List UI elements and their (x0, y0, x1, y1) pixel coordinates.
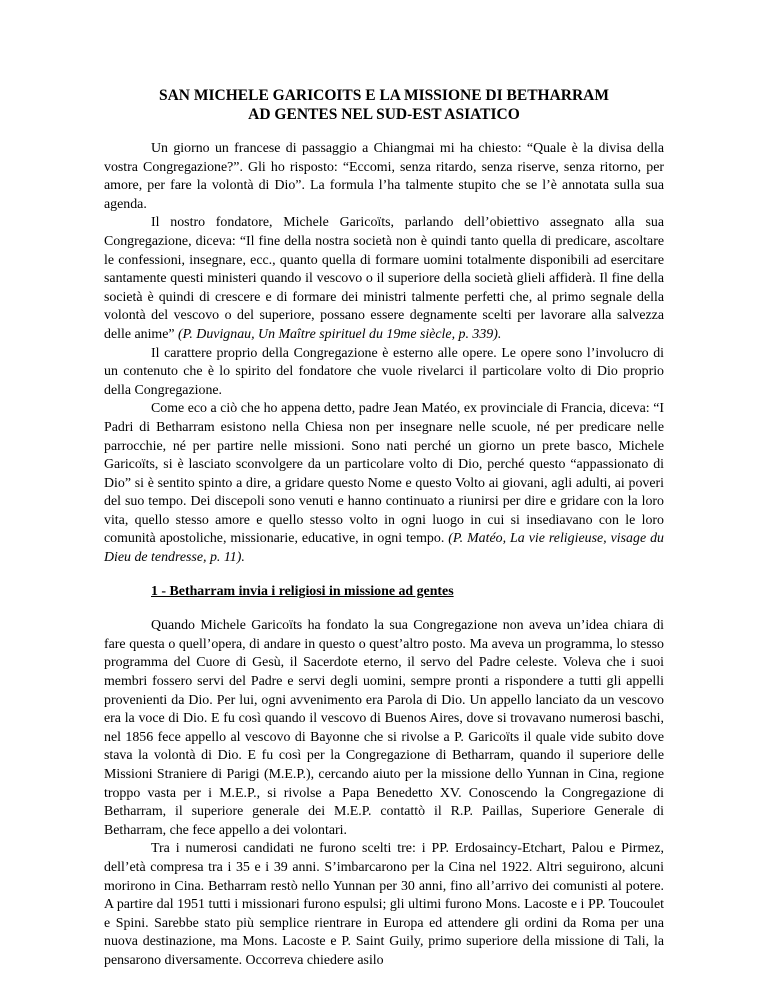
citation: (P. Matéo, La vie religieuse, visage du Dieu de tendresse, p. 11). (104, 531, 664, 566)
paragraph-text: Come eco a ciò che ho appena detto, padre Jean Matéo, ex provinciale di Francia, diceva: “I Padri di Betharram esistono nella Chiesa non per insegnare nelle scuole, né per predicare nelle parrocchie, né per partire nelle missioni. Sono nati perché un giorno un prete basco, Michele Garicoïts, si è lasciato sconvolgere da un particolare volto di Dio, perché questo “appassionato di Dio” si è sentito spinto a dire, a gridare questo Nome e questo Volto ai giovani, agli adulti, ai poveri del suo tempo. Dei discepoli sono venuti e hanno continuato a riunirsi per dire e gridare con la loro vita, quello stesso amore e quello stesso volto in ogni luogo in cui si insediavano con le loro comunità apostoliche, missionarie, educative, in ogni tempo. (104, 401, 664, 547)
intro-paragraph (104, 400, 664, 567)
paragraph-text: Un giorno un francese di passaggio a Chiangmai mi ha chiesto: “Quale è la divisa della vostra Congregazione?”. Gli ho risposto: “Eccomi, senza ritardo, senza riserve, senza ritorno, per amore, per fare la volontà di Dio”. La formula l’ha talmente stupito che se l’è annotata sulla sua agenda. (104, 141, 664, 212)
document-page (104, 86, 664, 971)
title-line-1: SAN MICHELE GARICOITS E LA MISSIONE DI BETHARRAM (158, 87, 609, 104)
citation: (P. Duvignau, Un Maître spirituel du 19me siècle, p. 339). (178, 326, 502, 342)
document-title (104, 86, 664, 124)
section-paragraph: Tra i numerosi candidati ne furono scelti tre: i PP. Erdosaincy-Etchart, Palou e Pirmez, dell’età compresa tra i 35 e i 39 anni. S’imbarcarono per la Cina nel 1922. Altri seguirono, alcuni morirono in Cina. Betharram restò nello Yunnan per 30 anni, fino all’arrivo dei comunisti al potere. A partire dal 1951 tutti i missionari furono espulsi; gli ultimi furono Mons. Lacoste e i PP. Toucoulet e Spini. Sarebbe stato più semplice rientrare in Europa ed attendere gli ordini da Roma per una nuova destinazione, ma Mons. Lacoste e P. Saint Guily, primo superiore della missione di Tali, la pensarono diversamente. Occorreva chiedere asilo (104, 841, 664, 968)
title-line-2: AD GENTES NEL SUD-EST ASIATICO (248, 106, 520, 123)
paragraph-text: Il nostro fondatore, Michele Garicoïts, parlando dell’obiettivo assegnato alla sua Congregazione, diceva: “Il fine della nostra società non è quindi tanto quella di predicare, ascoltare le confessioni, insegnare, ecc., quanto quella di formare uomini totalmente disponibili ad esercitare santamente questi ministeri quando il vescovo o il superiore della società glieli affiderà. Il fine della società è quindi di crescere e di formare dei ministri talmente perfetti che, al primo segnale della volontà del vescovo o del superiore, possano essere degnamente scelti per lavorare alla salvezza delle anime” (104, 215, 664, 342)
intro-paragraph (104, 345, 664, 401)
paragraph-text: Il carattere proprio della Congregazione è esterno alle opere. Le opere sono l’involucro di un contenuto che è lo spirito del fondatore che vuole rivelarci il particolare volto di Dio proprio della Congregazione. (104, 345, 664, 398)
section-heading: 1 - Betharram invia i religiosi in missione ad gentes (151, 583, 454, 599)
section-paragraph: Quando Michele Garicoïts ha fondato la sua Congregazione non aveva un’idea chiara di fare questa o quell’opera, di andare in questo o quest’altro posto. Ma aveva un programma, lo stesso programma del Cuore di Gesù, il Sacerdote eterno, il servo del Padre celeste. Voleva che i suoi membri fossero servi del Padre e servi degli uomini, sempre pronti a rispondere a tutti gli appelli provenienti da Dio. Per lui, ogni avvenimento era Parola di Dio. Un appello lanciato da un vescovo era la voce di Dio. E fu così quando il vescovo di Buenos Aires, dove si trovavano numerosi baschi, nel 1856 fece appello al vescovo di Bayonne che si rivolse a P. Garicoïts il quale vide subito dove stava la volontà di Dio. E fu così per la Congregazione di Betharram, quando il superiore delle Missioni Straniere di Parigi (M.E.P.), cercando aiuto per la missione dello Yunnan in Cina, regione troppo vasta per i M.E.P., si rivolse a Papa Benedetto XV. Conoscendo la Congregazione di Betharram, il superiore generale dei M.E.P. contattò il R.P. Paillas, Superiore Generale di Betharram, che fece appello a dei volontari. (104, 618, 664, 838)
intro-paragraph (104, 140, 664, 214)
intro-paragraph (104, 214, 664, 344)
